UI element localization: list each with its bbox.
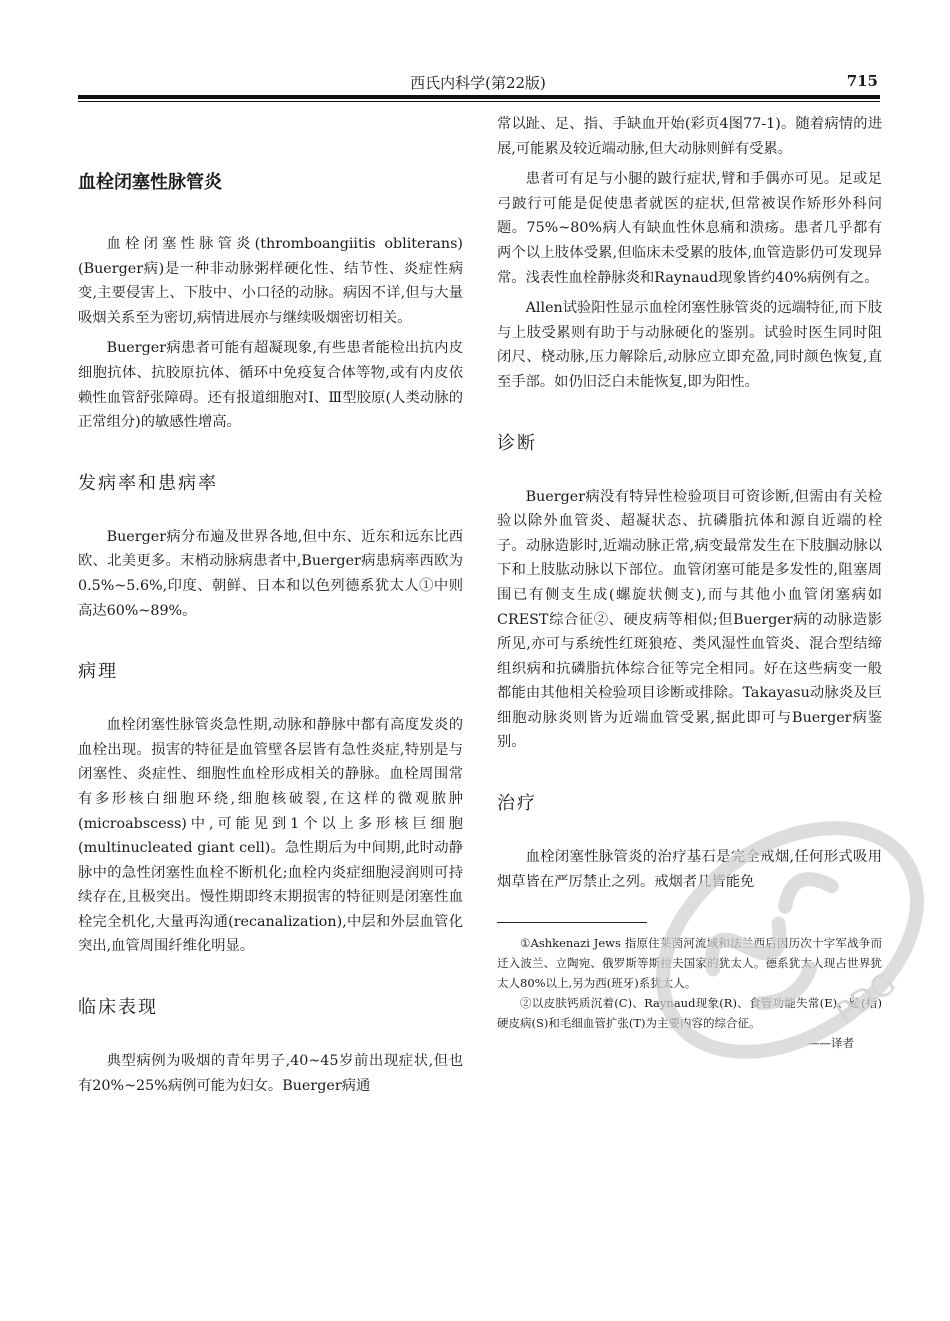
running-header [78,72,878,94]
translator-note: ——译者 [808,1036,854,1051]
right-column [497,112,882,1053]
paragraph: Buerger病患者可能有超凝现象,有些患者能检出抗内皮细胞抗体、抗胶原抗体、循环中免疫复合体等物,或有内皮依赖性血管舒张障碍。还有报道细胞对Ⅰ、Ⅲ型胶原(人类动脉的正常组分)的敏感性增高。 [78,340,463,431]
paragraph: 患者可有足与小腿的跛行症状,臂和手偶亦可见。足或足弓跛行可能是促使患者就医的症状,但常被误作矫形外科问题。75%~80%病人有缺血性休息痛和溃疡。患者几乎都有两个以上肢体受累,但临床未受累的肢体,血管造影仍可发现异常。浅表性血栓静脉炎和Raynaud现象皆约40%病例有之。 [497,171,882,286]
header-rule-thick [78,95,880,99]
footnote: ②以皮肤钙质沉着(C)、Raynaud现象(R)、食管功能失常(E)、趾(指)硬皮病(S)和毛细血管扩张(T)为主要内容的综合征。 [497,996,882,1031]
section-heading-treatment: 治疗 [497,793,537,815]
paragraph: 血栓闭塞性脉管炎的治疗基石是完全戒烟,任何形式吸用烟草皆在严厉禁止之列。戒烟者几皆能免 [497,849,882,890]
paragraph: 血栓闭塞性脉管炎急性期,动脉和静脉中都有高度发炎的血栓出现。损害的特征是血管壁各层皆有急性炎症,特别是与闭塞性、炎症性、细胞性血栓形成相关的静脉。血栓周围常有多形核白细胞环绕,细胞核破裂,在这样的微观脓肿(microabscess)中,可能见到1个以上多形核巨细胞(multinucleated giant cell)。急性期后为中间期,此时动静脉中的急性闭塞性血栓不断机化;血栓内炎症细胞浸润则可持续存在,且极突出。慢性期即终末期损害的特征则是闭塞性血栓完全机化,大量再沟通(recanalization),中层和外层血管化突出,血管周围纤维化明显。 [78,717,463,955]
section-heading-incidence: 发病率和患病率 [78,472,218,494]
paragraph: Buerger病没有特异性检验项目可资诊断,但需由有关检验以除外血管炎、超凝状态、抗磷脂抗体和源自近端的栓子。动脉造影时,近端动脉正常,病变最常发生在下肢腘动脉以下和上肢肱动脉以下部位。血管闭塞可能是多发性的,阻塞周围已有侧支生成(螺旋状侧支),而与其他小血管闭塞病如CREST综合征②、硬皮病等相似;但Buerger病的动脉造影所见,亦可与系统性红斑狼疮、类风湿性血管炎、混合型结缔组织病和抗磷脂抗体综合征等完全相同。好在这些病变一般都能由其他相关检验项目诊断或排除。Takayasu动脉炎及巨细胞动脉炎则皆为近端血管受累,据此即可与Buerger病鉴别。 [497,488,882,751]
page-number: 715 [846,72,878,90]
paragraph: 血栓闭塞性脉管炎(thromboangiitis obliterans)(Buerger病)是一种非动脉粥样硬化性、结节性、炎症性病变,主要侵害上、下肢中、小口径的动脉。病因不详,但与大量吸烟关系至为密切,病情进展亦与继续吸烟密切相关。 [78,236,463,326]
section-heading-diagnosis: 诊断 [497,432,537,454]
paragraph: 典型病例为吸烟的青年男子,40~45岁前出现症状,但也有20%~25%病例可能为妇女。Buerger病通 [78,1053,463,1094]
section-heading-pathology: 病理 [78,661,118,683]
paragraph: Allen试验阳性显示血栓闭塞性脉管炎的远端特征,而下肢与上肢受累则有助于与动脉硬化的鉴别。试验时医生同时阻闭尺、桡动脉,压力解除后,动脉应立即充盈,同时颜色恢复,直至手部。如仍旧泛白未能恢复,即为阳性。 [497,300,882,390]
main-title: 血栓闭塞性脉管炎 [78,172,222,193]
footnote: ①Ashkenazi Jews 指原住莱茵河流域和法兰西后因历次十字军战争而迁入波兰、立陶宛、俄罗斯等斯拉夫国家的犹太人。德系犹太人现占世界犹太人80%以上,另为西(班牙)系犹太人。 [497,936,882,991]
paragraph-continued: 常以趾、足、指、手缺血开始(彩页4图77-1)。随着病情的进展,可能累及较近端动脉,但大动脉则鲜有受累。 [497,116,882,157]
watermark-text: PDG [829,965,903,1032]
header-rule-thin [78,101,880,102]
paragraph: Buerger病分布遍及世界各地,但中东、近东和远东比西欧、北美更多。末梢动脉病患者中,Buerger病患病率西欧为0.5%~5.6%,印度、朝鲜、日本和以色列德系犹太人①中则高达60%~89%。 [78,528,463,619]
book-title: 西氏内科学(第22版) [410,74,546,92]
left-column [78,112,463,1098]
section-heading-clinical: 临床表现 [78,997,158,1019]
footnote-rule [497,922,647,923]
